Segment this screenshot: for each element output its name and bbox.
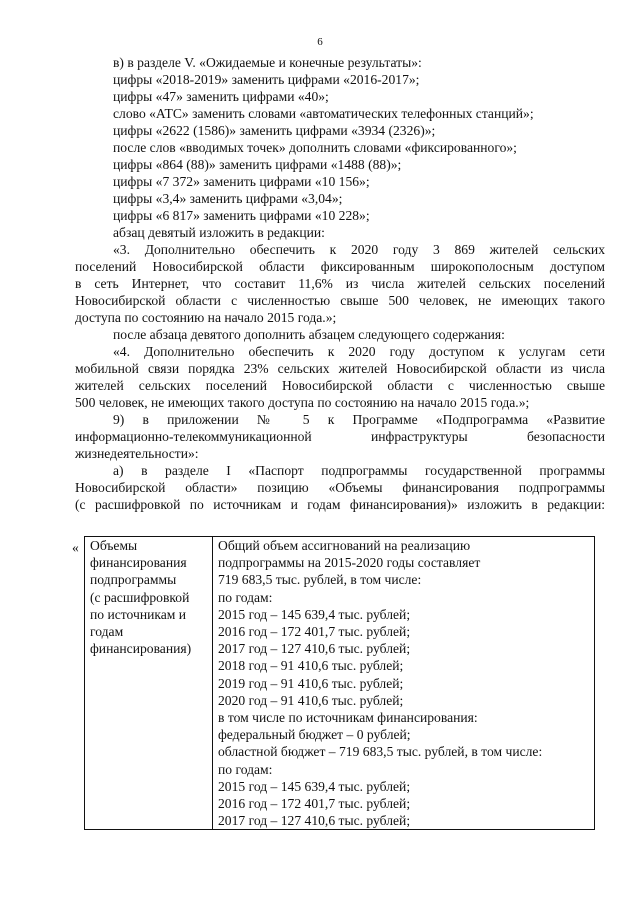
cell-line: в том числе по источникам финансирования: xyxy=(218,710,478,726)
cell-line: финансирования) xyxy=(90,641,192,657)
text-line: в) в разделе V. «Ожидаемые и конечные результаты»: xyxy=(113,55,422,70)
page-number: 6 xyxy=(317,36,323,48)
cell-line: по годам: xyxy=(218,761,273,777)
item-9-line: 9) в приложении № 5 к Программе «Подпрограмма «Развитие xyxy=(113,412,605,427)
paragraph-4-line: жителей сельских поселений Новосибирской области с численностью свыше xyxy=(75,378,605,393)
opening-quote: « xyxy=(72,540,79,555)
cell-line: подпрограммы на 2015-2020 годы составляет xyxy=(218,555,481,571)
cell-line: Объемы xyxy=(90,538,138,553)
financing-table xyxy=(84,536,595,830)
table-row xyxy=(85,537,595,830)
cell-line: 2018 год – 91 410,6 тыс. рублей; xyxy=(218,658,404,674)
cell-line: по источникам и xyxy=(90,606,187,622)
text-line: после слов «вводимых точек» дополнить словами «фиксированного»; xyxy=(113,140,517,155)
cell-line: 2016 год – 172 401,7 тыс. рублей; xyxy=(218,796,411,812)
text-line: цифры «2018-2019» заменить цифрами «2016-2017»; xyxy=(113,72,420,87)
text-line: цифры «2622 (1586)» заменить цифрами «3934 (2326)»; xyxy=(113,123,436,138)
cell-line: областной бюджет – 719 683,5 тыс. рублей, в том числе: xyxy=(218,744,543,760)
item-9a-line: Новосибирской области» позицию «Объемы финансирования подпрограммы xyxy=(75,480,605,495)
cell-line: (с расшифровкой xyxy=(90,589,190,605)
paragraph-3-line: в сеть Интернет, что составит 11,6% из числа жителей сельских поселений xyxy=(75,276,605,291)
cell-line: 2020 год – 91 410,6 тыс. рублей; xyxy=(218,692,404,708)
paragraph-4-line: мобильной связи порядка 23% сельских жителей Новосибирской области из числа xyxy=(75,361,605,376)
paragraph-3-line: поселений Новосибирской области фиксированным широкополосным доступом xyxy=(75,259,605,274)
cell-line: подпрограммы xyxy=(90,572,177,588)
cell-line: по годам: xyxy=(218,589,273,605)
table-cell-value xyxy=(213,537,595,830)
cell-line: 2015 год – 145 639,4 тыс. рублей; xyxy=(218,778,411,794)
paragraph-3-line: доступа по состоянию на начало 2015 года.»; xyxy=(75,310,337,325)
cell-line: 2019 год – 91 410,6 тыс. рублей; xyxy=(218,675,404,691)
cell-line: федеральный бюджет – 0 рублей; xyxy=(218,727,411,743)
text-line: цифры «864 (88)» заменить цифрами «1488 (88)»; xyxy=(113,157,402,172)
paragraph-3-line: «3. Дополнительно обеспечить к 2020 году 3 869 жителей сельских xyxy=(113,242,605,257)
cell-line: 2017 год – 127 410,6 тыс. рублей; xyxy=(218,813,411,829)
text-line: после абзаца девятого дополнить абзацем следующего содержания: xyxy=(113,327,505,342)
cell-line: 2015 год – 145 639,4 тыс. рублей; xyxy=(218,606,411,622)
cell-line: Общий объем ассигнований на реализацию xyxy=(218,538,471,553)
paragraph-4-line: 500 человек, не имеющих такого доступа по состоянию на начало 2015 года.»; xyxy=(75,395,530,410)
text-line: цифры «47» заменить цифрами «40»; xyxy=(113,89,329,104)
text-line: слово «АТС» заменить словами «автоматических телефонных станций»; xyxy=(113,106,534,121)
item-9a-line: а) в разделе I «Паспорт подпрограммы государственной программы xyxy=(113,463,605,478)
item-9-line: информационно-телекоммуникационной инфраструктуры безопасности xyxy=(75,429,605,444)
cell-line: 719 683,5 тыс. рублей, в том числе: xyxy=(218,572,422,588)
cell-line: финансирования xyxy=(90,555,187,571)
item-9-line: жизнедеятельности»: xyxy=(75,446,199,461)
text-line: цифры «6 817» заменить цифрами «10 228»; xyxy=(113,208,370,223)
text-line: абзац девятый изложить в редакции: xyxy=(113,225,325,240)
paragraph-4-line: «4. Дополнительно обеспечить к 2020 году доступом к услугам сети xyxy=(113,344,605,359)
text-line: цифры «7 372» заменить цифрами «10 156»; xyxy=(113,174,370,189)
cell-line: 2016 год – 172 401,7 тыс. рублей; xyxy=(218,624,411,640)
cell-line: 2017 год – 127 410,6 тыс. рублей; xyxy=(218,641,411,657)
cell-line: годам xyxy=(90,624,124,640)
table-cell-label xyxy=(85,537,213,830)
text-line: цифры «3,4» заменить цифрами «3,04»; xyxy=(113,191,343,206)
item-9a-line: (с расшифровкой по источникам и годам финансирования)» изложить в редакции: xyxy=(75,497,605,512)
paragraph-3-line: Новосибирской области с численностью свыше 500 человек, не имеющих такого xyxy=(75,293,605,308)
